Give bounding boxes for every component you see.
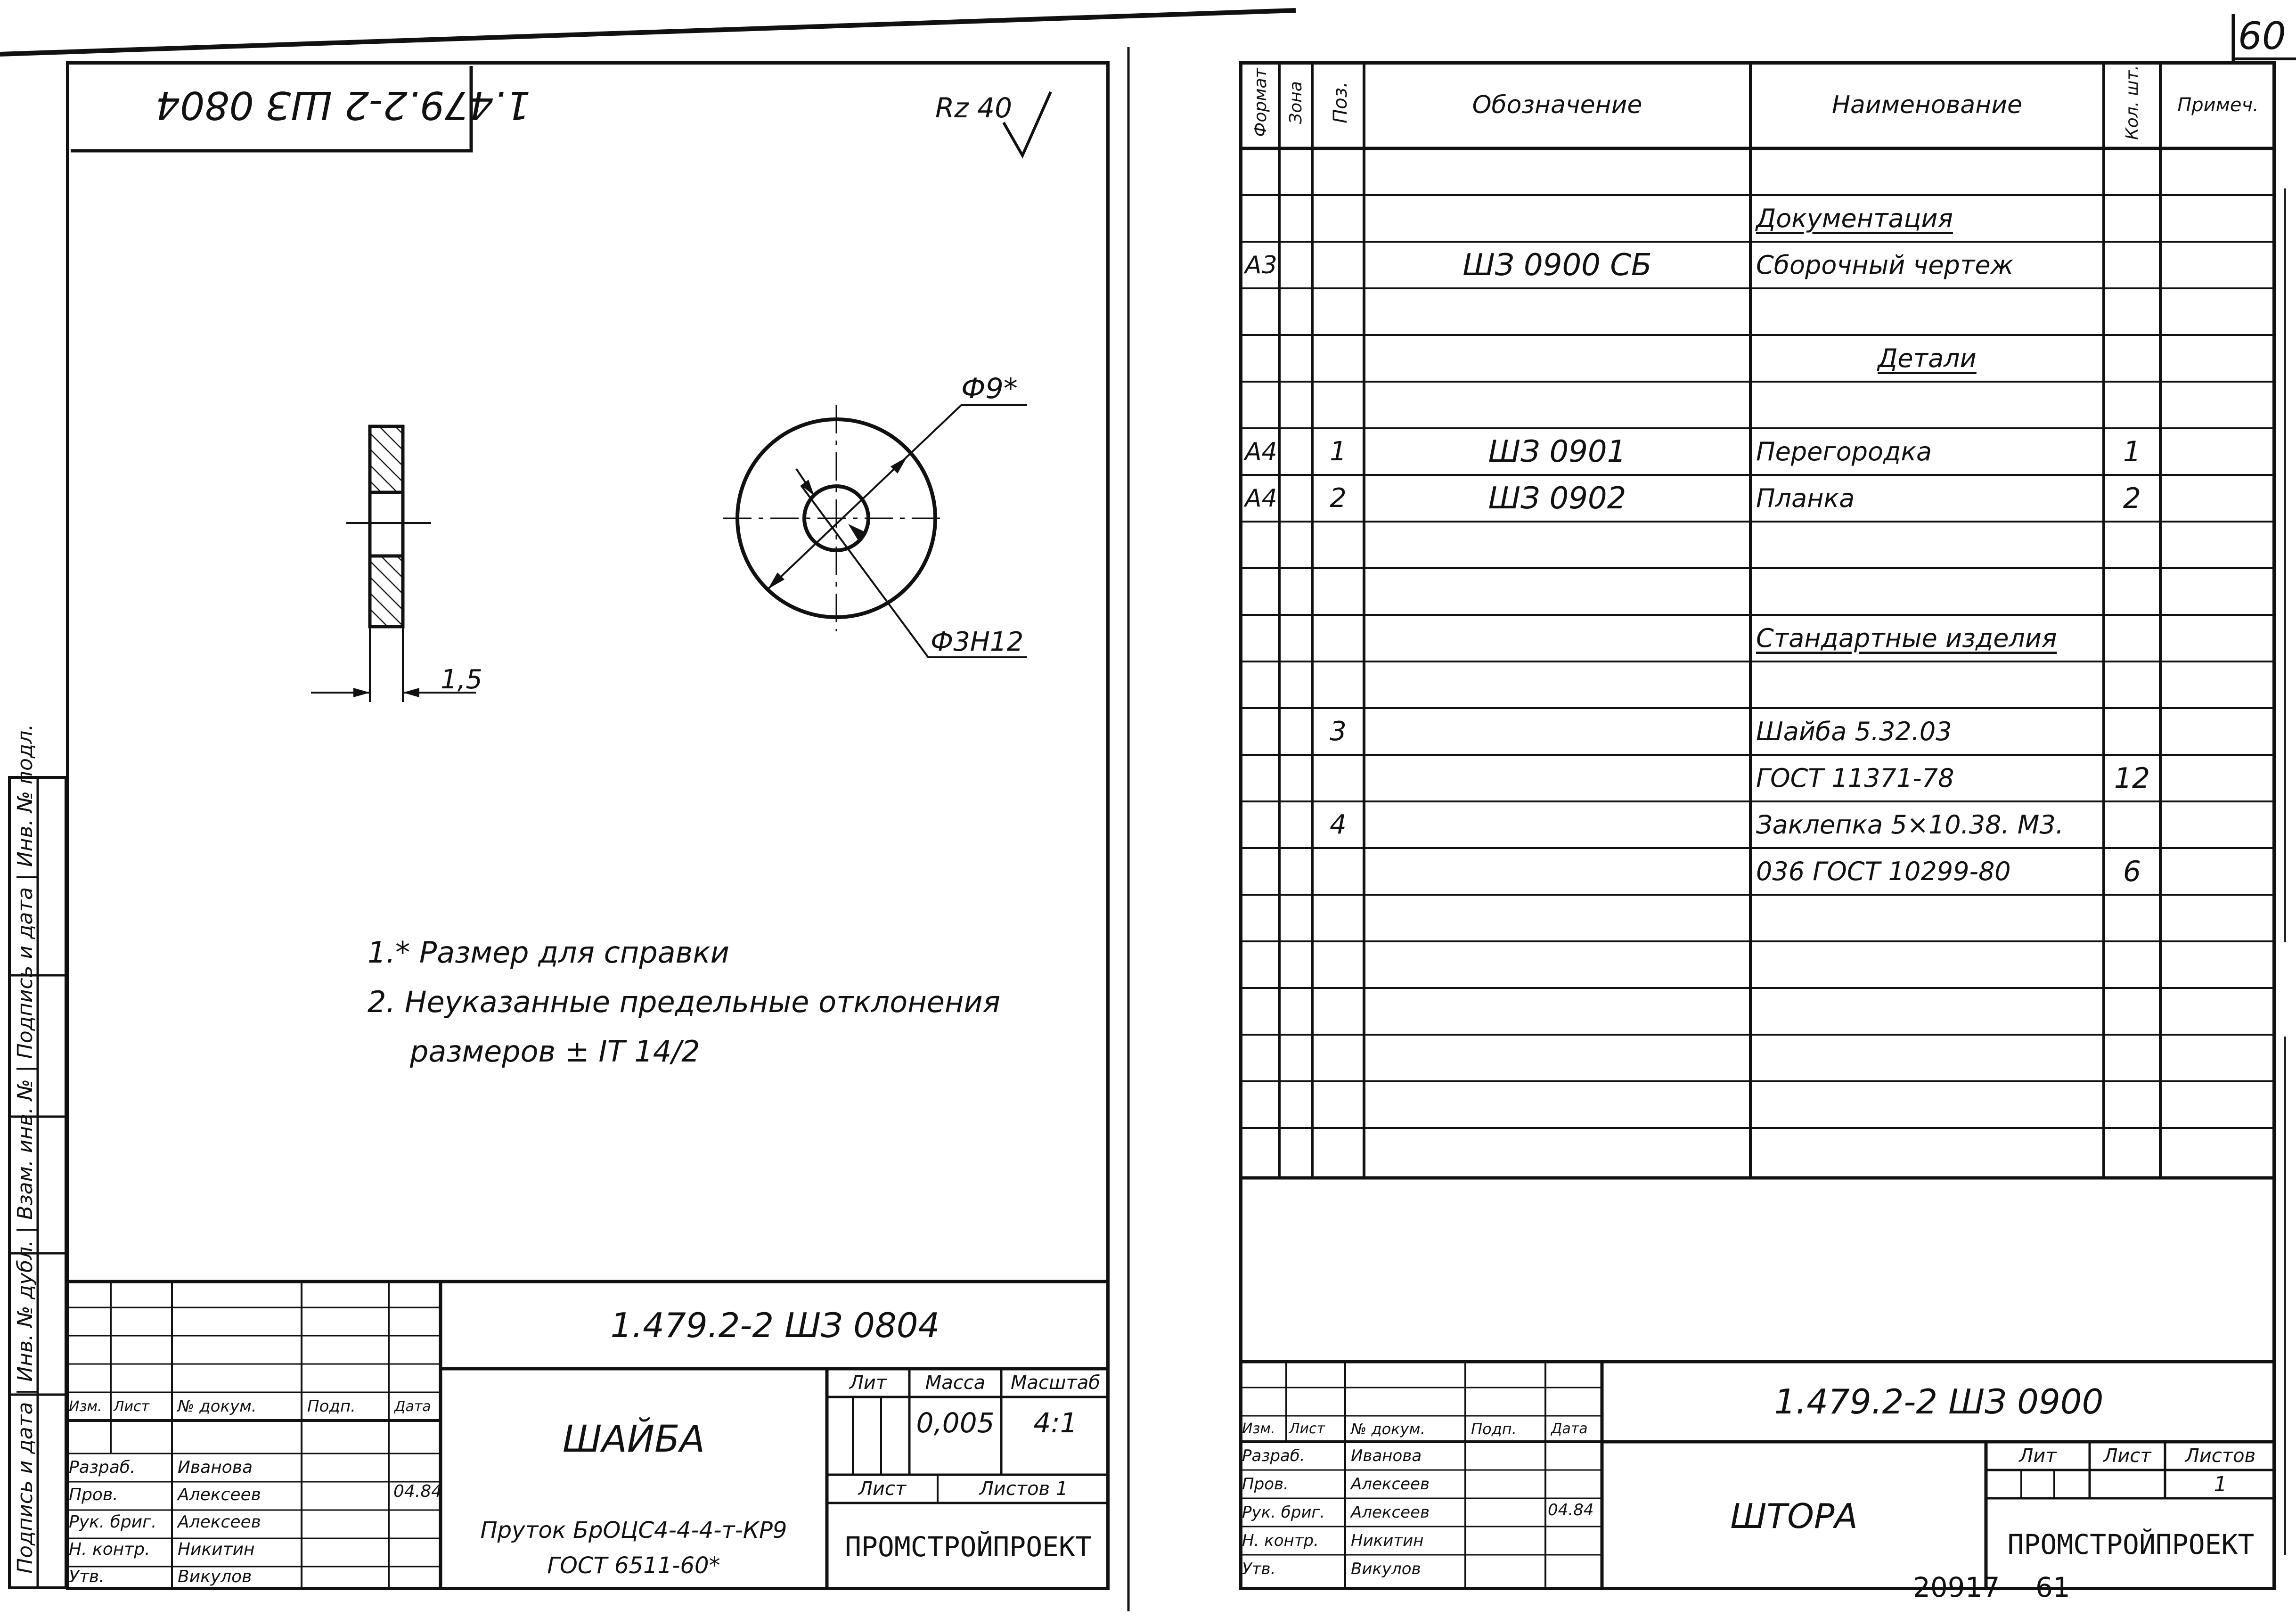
spec-row-2-name: Документация bbox=[1756, 204, 1953, 233]
right-hdr-date: Дата bbox=[1551, 1421, 1588, 1437]
spec-row-3-name: Сборочный чертеж bbox=[1756, 250, 2014, 280]
spec-row-14-qty: 12 bbox=[2114, 761, 2150, 795]
left-material-2: ГОСТ 6511-60* bbox=[547, 1552, 720, 1579]
side-stamp-text: Подпись и дата | Инв. № дубл. | Взам. инв. № | Подпись и дата | Инв. № подл. bbox=[13, 724, 37, 1574]
spec-row-3-format: А3 bbox=[1245, 251, 1277, 279]
left-signers-name-3: Алексеев bbox=[178, 1512, 261, 1532]
left-hdr-sign: Подп. bbox=[307, 1397, 356, 1416]
spec-row-7-qty: 1 bbox=[2123, 435, 2141, 468]
spec-row-8-format: А4 bbox=[1245, 484, 1277, 513]
spec-row-14-name: ГОСТ 11371-78 bbox=[1756, 763, 1954, 793]
left-signers-role-2: Пров. bbox=[69, 1485, 118, 1504]
roughness-label: Rz 40 bbox=[935, 92, 1012, 124]
hdr-pos: Поз. bbox=[1330, 82, 1351, 123]
left-hdr-date: Дата bbox=[394, 1398, 431, 1415]
spec-row-13-pos: 3 bbox=[1330, 716, 1347, 747]
left-organization: ПРОМСТРОЙПРОЕКТ bbox=[845, 1530, 1092, 1563]
left-sheets-label: Листов 1 bbox=[979, 1478, 1068, 1500]
archive-page: 61 bbox=[2035, 1571, 2070, 1603]
left-mass-label: Масса bbox=[925, 1372, 986, 1394]
left-signers-name-1: Иванова bbox=[178, 1457, 253, 1477]
left-sheet-label: Лист bbox=[858, 1478, 907, 1500]
right-signers-name-5: Викулов bbox=[1351, 1560, 1421, 1578]
right-title-designation: 1.479.2-2 ШЗ 0900 bbox=[1774, 1382, 2104, 1421]
spec-row-13-name: Шайба 5.32.03 bbox=[1756, 717, 1952, 746]
right-signers-name-2: Алексеев bbox=[1351, 1475, 1430, 1494]
right-signers-name-3: Алексеев bbox=[1351, 1503, 1430, 1522]
left-signers-name-5: Викулов bbox=[178, 1567, 252, 1586]
right-signers-role-5: Утв. bbox=[1242, 1560, 1276, 1578]
left-mass-value: 0,005 bbox=[916, 1407, 995, 1439]
right-hdr-sign: Подп. bbox=[1471, 1420, 1517, 1438]
left-signers-role-1: Разраб. bbox=[69, 1457, 136, 1477]
spec-row-15-name: Заклепка 5×10.38. М3. bbox=[1756, 810, 2064, 840]
left-date-mark: 04.84 bbox=[393, 1482, 442, 1501]
hdr-zone: Зона bbox=[1286, 81, 1306, 124]
left-signers-role-5: Утв. bbox=[69, 1567, 105, 1586]
left-lit-label: Лит bbox=[849, 1372, 887, 1394]
hdr-format: Формат bbox=[1250, 68, 1270, 137]
right-hdr-list: Лист bbox=[1289, 1421, 1325, 1437]
left-title-designation: 1.479.2-2 ШЗ 0804 bbox=[610, 1305, 940, 1345]
note-2-line-1: 2. Неуказанные предельные отклонения bbox=[368, 985, 1001, 1019]
left-material-1: Пруток БрОЦС4-4-4-т-КР9 bbox=[480, 1517, 787, 1544]
right-signers-role-1: Разраб. bbox=[1242, 1446, 1305, 1465]
right-sheets-label: Листов bbox=[2185, 1445, 2256, 1467]
spec-row-7-designation: ШЗ 0901 bbox=[1488, 434, 1626, 469]
hdr-designation: Обозначение bbox=[1472, 90, 1642, 119]
hdr-note: Примеч. bbox=[2177, 94, 2259, 116]
hdr-name: Наименование bbox=[1831, 90, 2023, 119]
right-hdr-izm: Изм. bbox=[1242, 1421, 1275, 1437]
left-scale-value: 4:1 bbox=[1033, 1407, 1078, 1439]
hdr-qty: Кол. шт. bbox=[2122, 65, 2142, 140]
left-signers-role-4: Н. контр. bbox=[69, 1539, 150, 1559]
left-signers-name-4: Никитин bbox=[178, 1539, 255, 1559]
spec-row-8-qty: 2 bbox=[2123, 482, 2141, 515]
left-hdr-list: Лист bbox=[114, 1398, 150, 1415]
spec-row-8-designation: ШЗ 0902 bbox=[1488, 481, 1626, 516]
left-hdr-izm: Изм. bbox=[69, 1398, 102, 1415]
left-title-name: ШАЙБА bbox=[563, 1418, 705, 1461]
spec-row-5-name: Детали bbox=[1878, 343, 1977, 373]
spec-row-11-name: Стандартные изделия bbox=[1756, 623, 2057, 653]
spec-row-15-pos: 4 bbox=[1330, 809, 1347, 840]
spec-row-16-name: 036 ГОСТ 10299-80 bbox=[1756, 857, 2011, 886]
spec-row-7-name: Перегородка bbox=[1756, 437, 1932, 466]
spec-row-3-designation: ШЗ 0900 СБ bbox=[1463, 247, 1652, 283]
right-sheet-label: Лист bbox=[2103, 1445, 2151, 1467]
left-hdr-doc: № докум. bbox=[178, 1397, 257, 1416]
dimension-inner-diameter: Ф3Н12 bbox=[931, 627, 1024, 657]
dimension-outer-diameter: Ф9* bbox=[961, 372, 1018, 405]
right-hdr-doc: № докум. bbox=[1351, 1420, 1425, 1438]
left-signers-name-2: Алексеев bbox=[178, 1485, 261, 1504]
spec-row-7-format: А4 bbox=[1245, 437, 1277, 466]
right-organization: ПРОМСТРОЙПРОЕКТ bbox=[2007, 1528, 2255, 1560]
spec-row-7-pos: 1 bbox=[1330, 436, 1347, 467]
page-number: 60 bbox=[2238, 14, 2286, 58]
spec-row-8-pos: 2 bbox=[1330, 483, 1347, 514]
archive-number: 20917 bbox=[1913, 1571, 2000, 1603]
right-date-mark: 04.84 bbox=[1548, 1501, 1594, 1519]
left-signers-role-3: Рук. бриг. bbox=[69, 1512, 157, 1532]
dimension-thickness: 1,5 bbox=[441, 664, 483, 695]
right-signers-role-4: Н. контр. bbox=[1242, 1531, 1319, 1550]
spec-row-8-name: Планка bbox=[1756, 483, 1855, 513]
right-signers-name-1: Иванова bbox=[1351, 1446, 1422, 1465]
right-lit-label: Лит bbox=[2019, 1445, 2057, 1467]
note-1: 1.* Размер для справки bbox=[368, 935, 729, 970]
right-title-name: ШТОРА bbox=[1730, 1496, 1858, 1536]
right-signers-role-2: Пров. bbox=[1242, 1475, 1289, 1494]
left-scale-label: Масштаб bbox=[1010, 1372, 1101, 1394]
right-sheets-value: 1 bbox=[2214, 1472, 2227, 1496]
left-top-code: 1.479.2-2 ШЗ 0804 bbox=[155, 82, 531, 127]
right-signers-name-4: Никитин bbox=[1351, 1531, 1424, 1550]
spec-row-16-qty: 6 bbox=[2123, 855, 2141, 888]
note-2-line-2: размеров ± IT 14/2 bbox=[410, 1034, 700, 1069]
right-signers-role-3: Рук. бриг. bbox=[1242, 1503, 1325, 1522]
